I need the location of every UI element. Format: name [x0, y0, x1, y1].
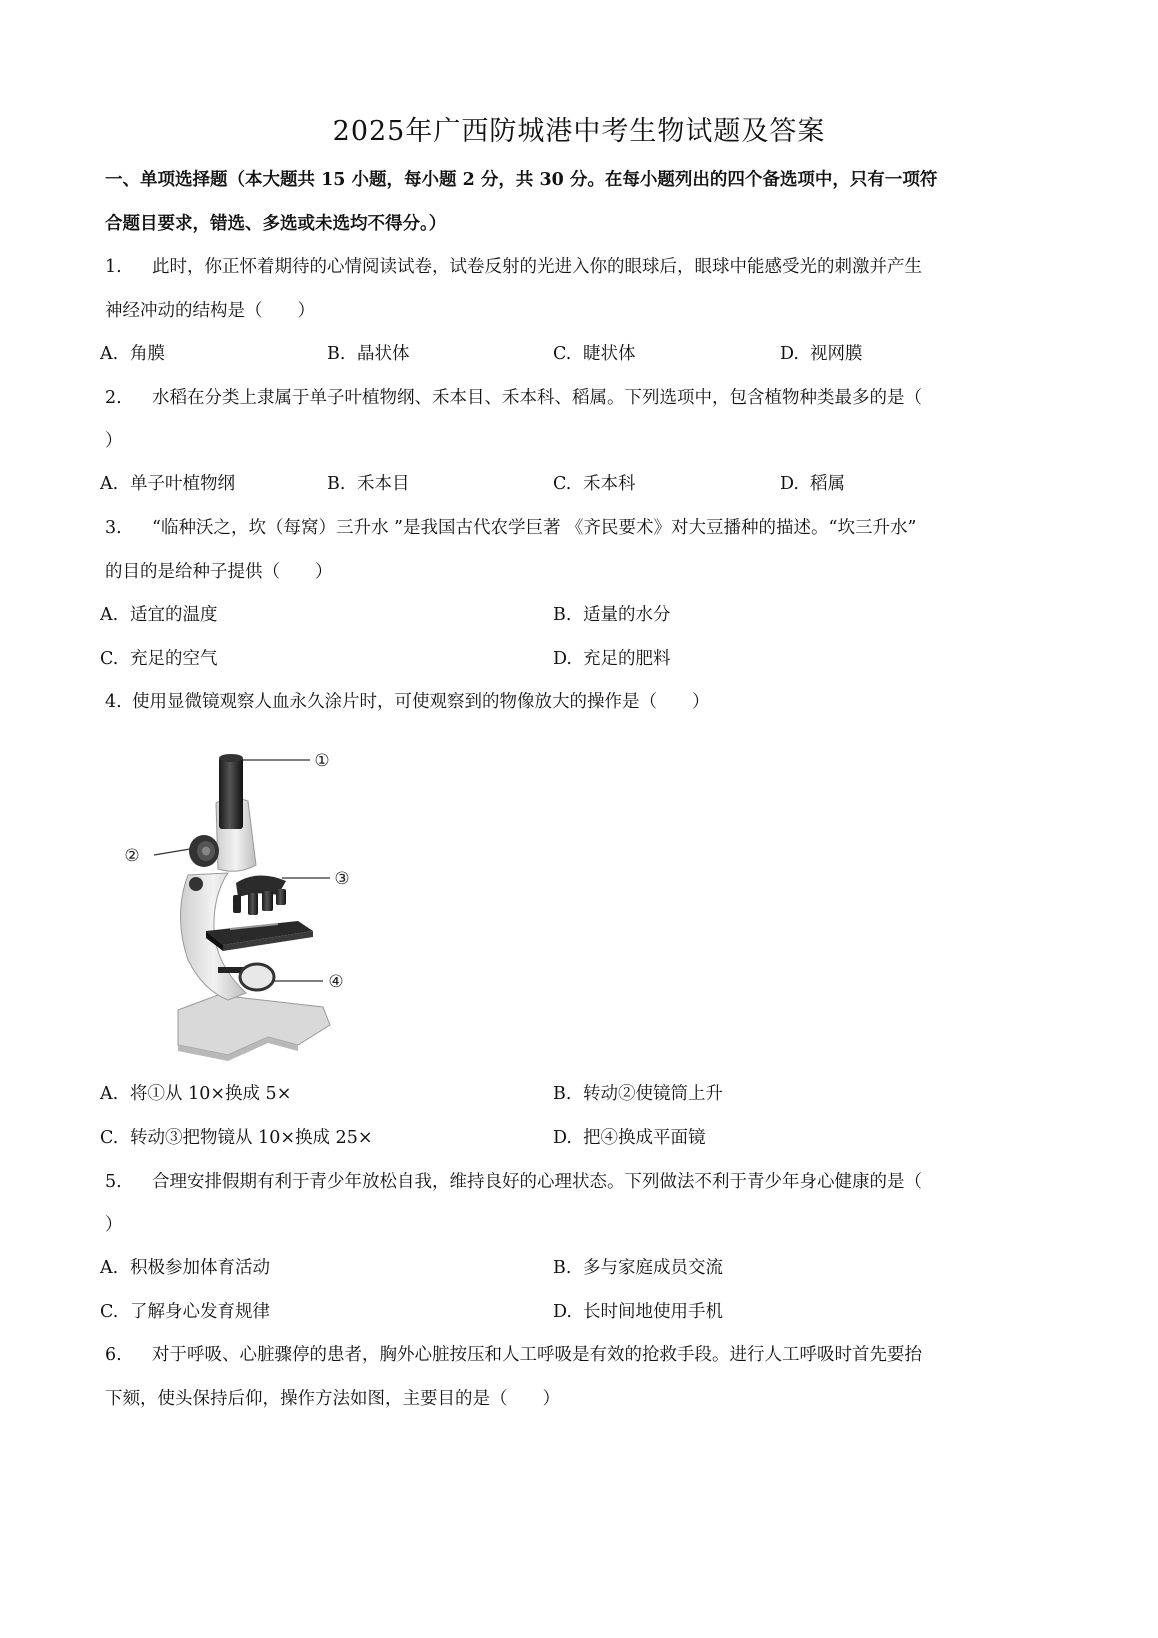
- question-2-option-b: B. 禾本目: [327, 474, 410, 494]
- microscope-head: [216, 754, 256, 871]
- question-3-option-c: C. 充足的空气: [100, 649, 218, 669]
- nosepiece: [233, 875, 286, 915]
- callout-label-1: ①: [314, 751, 330, 771]
- question-number: 3.: [105, 518, 122, 538]
- question-1-stem-continued: 神经冲动的结构是（ ）: [105, 301, 315, 321]
- question-text: 水稻在分类上隶属于单子叶植物纲、禾本目、禾本科、稻属。下列选项中，包含植物种类最多的是（: [152, 388, 922, 408]
- section-heading-line-2: 合题目要求，错选、多选或未选均不得分。）: [105, 214, 447, 234]
- page-title: 2025年广西防城港中考生物试题及答案: [332, 116, 826, 147]
- callout-label-3: ③: [334, 869, 350, 889]
- question-text: 对于呼吸、心脏骤停的患者，胸外心脏按压和人工呼吸是有效的抢救手段。进行人工呼吸时首先要抬: [152, 1345, 922, 1365]
- question-4-option-b: B. 转动②使镜筒上升: [553, 1084, 723, 1104]
- question-4-option-a: A. 将①从 10×换成 5×: [100, 1084, 292, 1104]
- question-5-option-a: A. 积极参加体育活动: [100, 1258, 270, 1278]
- question-2-option-d: D. 稻属: [780, 474, 845, 494]
- eyepiece: [219, 757, 243, 829]
- question-3-option-d: D. 充足的肥料: [553, 649, 671, 669]
- question-4-option-d: D. 把④换成平面镜: [553, 1128, 706, 1148]
- question-number: 6.: [105, 1345, 122, 1365]
- question-5-option-d: D. 长时间地使用手机: [553, 1302, 723, 1322]
- question-1-option-a: A. 角膜: [100, 344, 165, 364]
- question-4-stem: [105, 690, 1055, 714]
- question-6-stem-continued: 下颏，使头保持后仰，操作方法如图，主要目的是（ ）: [105, 1389, 560, 1409]
- question-number: 5.: [105, 1172, 122, 1192]
- microscope-stage: [206, 921, 313, 951]
- section-heading-line-1: 一、单项选择题（本大题共 15 小题，每小题 2 分，共 30 分。在每小题列出的四个备选项中，只有一项符: [105, 170, 938, 190]
- question-2-stem: [105, 386, 1055, 410]
- question-5-option-b: B. 多与家庭成员交流: [553, 1258, 723, 1278]
- objective-lens: [248, 893, 258, 915]
- objective-lens: [276, 889, 286, 905]
- question-4-option-c: C. 转动③把物镜从 10×换成 25×: [100, 1128, 373, 1148]
- question-2-stem-continued: ）: [105, 431, 123, 451]
- question-1-option-d: D. 视网膜: [780, 344, 863, 364]
- question-text: 使用显微镜观察人血永久涂片时，可使观察到的物像放大的操作是（ ）: [132, 692, 710, 712]
- question-1-option-b: B. 晶状体: [327, 344, 410, 364]
- question-5-option-c: C. 了解身心发育规律: [100, 1302, 270, 1322]
- question-3-stem: [105, 516, 1055, 540]
- question-text: 合理安排假期有利于青少年放松自我，维持良好的心理状态。下列做法不利于青少年身心健康的是（: [152, 1172, 922, 1192]
- microscope-base: [178, 995, 330, 1061]
- question-2-option-c: C. 禾本科: [553, 474, 636, 494]
- question-number: 1.: [105, 257, 122, 277]
- microscope-figure: [118, 745, 370, 1075]
- question-5-stem: [105, 1170, 1055, 1194]
- question-number: 4.: [105, 692, 122, 712]
- callout-label-2: ②: [124, 846, 140, 866]
- question-text: “临种沃之，坎（每窝）三升水 ”是我国古代农学巨著 《齐民要术》对大豆播种的描述。“坎三升水”: [152, 518, 917, 538]
- question-2-option-a: A. 单子叶植物纲: [100, 474, 235, 494]
- question-3-option-a: A. 适宜的温度: [100, 605, 218, 625]
- callout-label-4: ④: [328, 972, 344, 992]
- objective-lens: [262, 891, 273, 911]
- question-number: 2.: [105, 388, 122, 408]
- question-3-option-b: B. 适量的水分: [553, 605, 671, 625]
- question-text: 此时，你正怀着期待的心情阅读试卷，试卷反射的光进入你的眼球后，眼球中能感受光的刺激并产生: [152, 257, 922, 277]
- question-3-stem-continued: 的目的是给种子提供（ ）: [105, 562, 333, 582]
- question-5-stem-continued: ）: [105, 1215, 123, 1235]
- question-1-stem: [105, 255, 1055, 279]
- question-6-stem: [105, 1343, 1055, 1367]
- question-1-option-c: C. 睫状体: [553, 344, 636, 364]
